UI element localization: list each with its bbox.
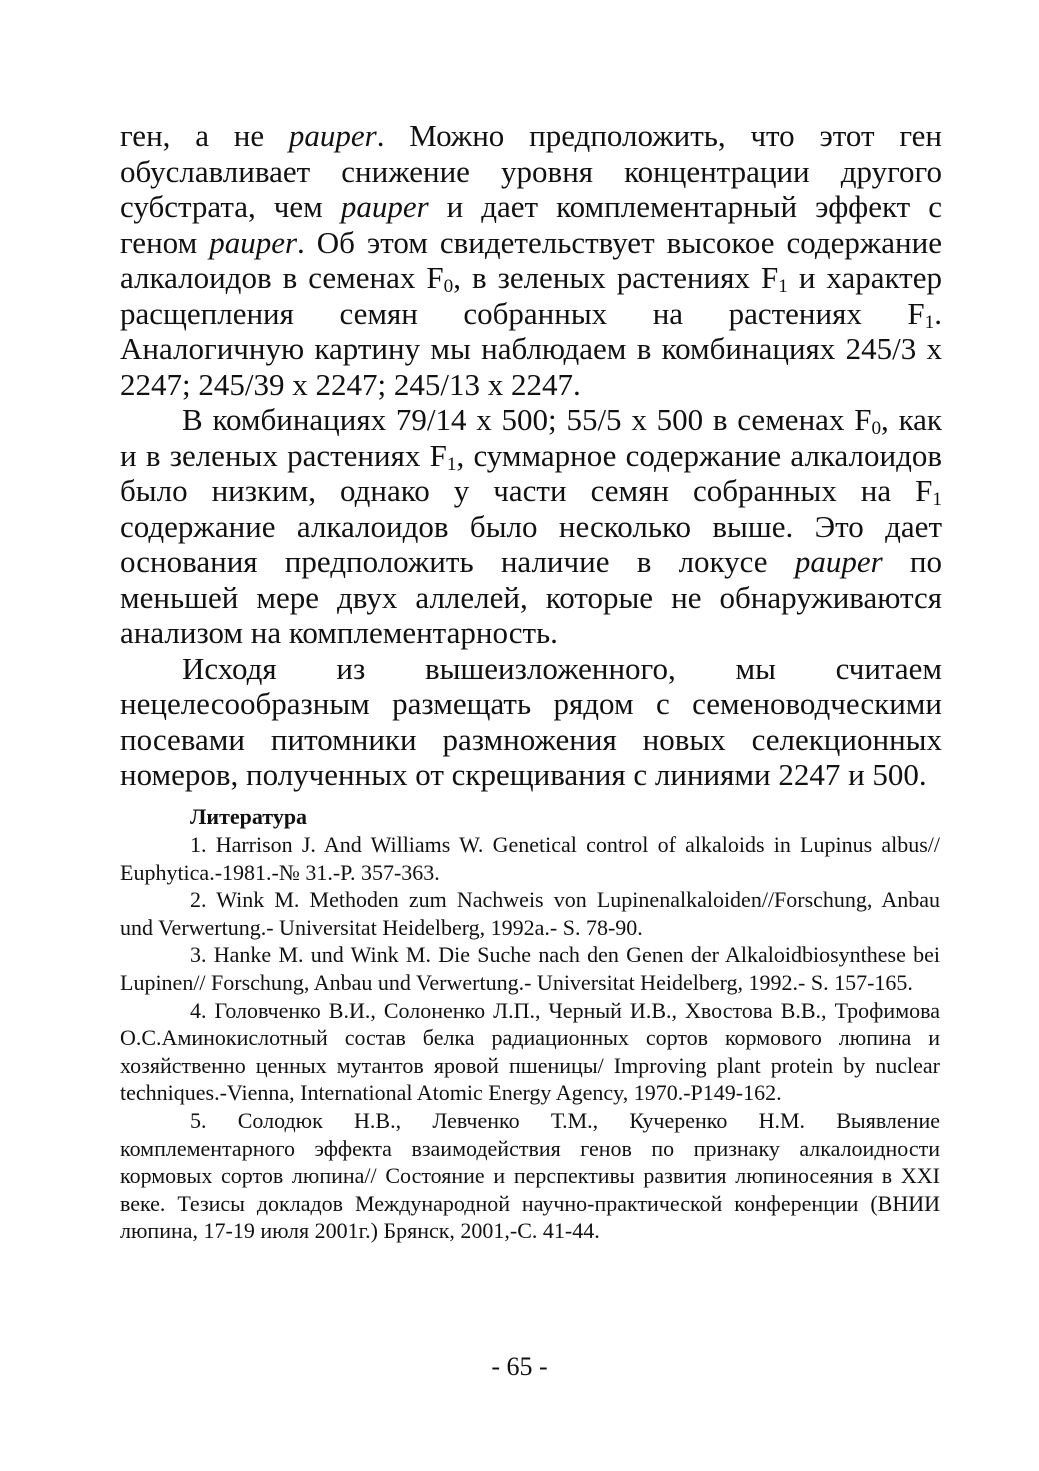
gene-name: pauper	[794, 544, 883, 579]
paragraph-2	[120, 402, 942, 651]
subscript: 1	[932, 489, 942, 511]
text-run: . Можно предположить, что этот ген обуславливает снижение уровня концентрации другого субстрата, чем	[120, 118, 942, 224]
page-number: - 65 -	[491, 1352, 548, 1381]
subscript: 1	[924, 311, 935, 333]
gene-name: pauper	[209, 224, 298, 260]
gene-name: pauper	[288, 118, 377, 153]
subscript: 1	[446, 453, 457, 475]
text-run: , в зеленых растениях F	[453, 260, 779, 295]
reference-item: 1. Harrison J. And Williams W. Genetical control of alkaloids in Lupinus albus// Euphytica.-1981.-№ 31.-P. 357-363.	[120, 832, 940, 885]
reference-item: 5. Солодюк Н.В., Левченко Т.М., Кучеренко Н.М. Выявление комплементарного эффекта взаимодействия генов по признаку алкалоидности кормовых сортов люпина// Состояние и перспективы развития люпиносеяния в XXI веке. Тезисы докладов Международной научно-практической конференции (ВНИИ люпина, 17-19 июля 2001г.) Брянск, 2001,-С. 41-44.	[120, 1107, 940, 1244]
gene-name: pauper	[340, 189, 429, 224]
subscript: 1	[778, 276, 788, 298]
references-title: Литература	[190, 804, 308, 829]
text-run: В комбинациях 79/14 х 500; 55/5 х 500 в семенах F	[182, 402, 872, 437]
text-run: , суммарное содержание алкалоидов было низким, однако у части семян собранных на F	[120, 437, 943, 508]
text-run: ген, а не	[120, 118, 289, 153]
text-run: и характер расщепления семян собранных на растениях F	[120, 260, 942, 331]
subscript: 0	[871, 418, 882, 440]
paragraph-3: Исходя из вышеизложенного, мы считаем нецелесообразным размещать рядом с семеноводческими посевами питомники размножения новых селекционных номеров, полученных от скрещивания с линиями 2247 и 500.	[120, 650, 942, 792]
body-text	[120, 118, 942, 793]
text-run: . Аналогичную картину мы наблюдаем в комбинациях 245/3 х 2247; 245/39 х 2247; 245/13 х 2247.	[120, 295, 942, 402]
subscript: 0	[443, 276, 454, 298]
paragraph-1	[120, 118, 942, 402]
text-run: . Об этом свидетельствует высокое содержание алкалоидов в семенах F	[120, 224, 942, 295]
references-section	[120, 803, 940, 1245]
reference-item: 2. Wink M. Methoden zum Nachweis von Lupinenalkaloiden//Forschung, Anbau und Verwertung.- Universitat Heidelberg, 1992a.- S. 78-90.	[120, 887, 940, 940]
text-run: содержание алкалоидов было несколько выше. Это дает основания предположить наличие в локусе	[120, 508, 942, 579]
reference-item: 4. Головченко В.И., Солоненко Л.П., Черный И.В., Хвостова В.В., Трофимова О.С.Аминокислотный состав белка радиационных сортов кормового люпина и хозяйственно ценных мутантов яровой пшеницы/ Improving plant protein by nuclear techniques.-Vienna, International Atomic Energy Agency, 1970.-P149-162.	[120, 997, 940, 1106]
text-run: и дает комплементарный эффект с геном	[120, 189, 942, 260]
text-run: по меньшей мере двух аллелей, которые не обнаруживаются анализом на комплементарность.	[120, 544, 942, 650]
text-run: , как и в зеленых растениях F	[120, 402, 942, 473]
reference-item: 3. Hanke M. und Wink M. Die Suche nach den Genen der Alkaloidbiosynthese bei Lupinen// Forschung, Anbau und Verwertung.- Universitat Heidelberg, 1992.- S. 157-165.	[120, 942, 940, 995]
